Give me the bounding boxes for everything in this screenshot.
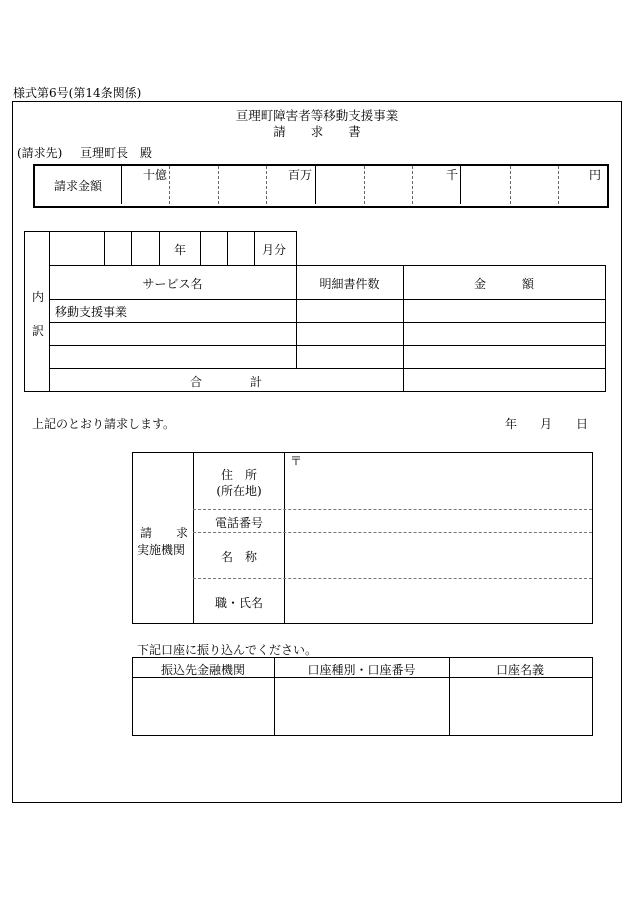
digit-dash [558,166,559,204]
postal-mark: 〒 [290,454,303,468]
address-label-1: 住 所 [220,468,257,482]
date-month: 月 [540,417,553,431]
header-count: 明細書件数 [319,277,380,291]
address-label-2: (所在地) [216,484,262,498]
recipient-label: (請求先) [17,146,63,160]
phone-label: 電話番号 [214,516,263,530]
total-label: 合 計 [189,375,262,389]
digit-dash [412,166,413,204]
name-label: 名 称 [220,550,257,564]
breakdown-month: 月分 [262,243,287,257]
title-name-label: 職・氏名 [214,596,263,610]
declaration: 上記のとおり請求します。 [32,417,176,431]
digit-dash [266,166,267,204]
bank-col-account: 口座種別・口座番号 [307,663,416,677]
recipient: 亘理町長 殿 [80,146,153,160]
unit-million: 百万 [288,168,313,182]
header-amount: 金 額 [473,277,534,291]
claimant-side-label-1: 請 求 [140,526,189,540]
title-line-1: 亘理町障害者等移動支援事業 [235,108,399,123]
amount-divider [315,166,316,204]
digit-dash [218,166,219,204]
digit-dash [169,166,170,204]
breakdown-side-label-1: 内 [32,290,45,304]
unit-thousand: 千 [446,168,459,182]
form-number: 様式第6号(第14条関係) [13,86,142,100]
date-year: 年 [505,417,518,431]
digit-dash [364,166,365,204]
header-service: サービス名 [142,277,203,291]
breakdown-year: 年 [174,243,187,257]
bank-instruction: 下記口座に振り込んでください。 [137,643,318,657]
claimant-side-label-2: 実施機関 [137,543,186,557]
title-line-2: 請 求 書 [273,124,361,139]
breakdown-side-label-2: 訳 [32,324,45,338]
unit-oku10: 十億 [143,168,168,182]
unit-yen: 円 [589,168,602,182]
amount-label: 請求金額 [53,179,102,193]
digit-dash [510,166,511,204]
date-day: 日 [576,417,589,431]
row-service-1: 移動支援事業 [55,305,128,319]
bank-col-institution: 振込先金融機関 [160,663,245,677]
amount-divider [121,166,122,204]
bank-col-holder: 口座名義 [495,663,544,677]
amount-divider [460,166,461,204]
